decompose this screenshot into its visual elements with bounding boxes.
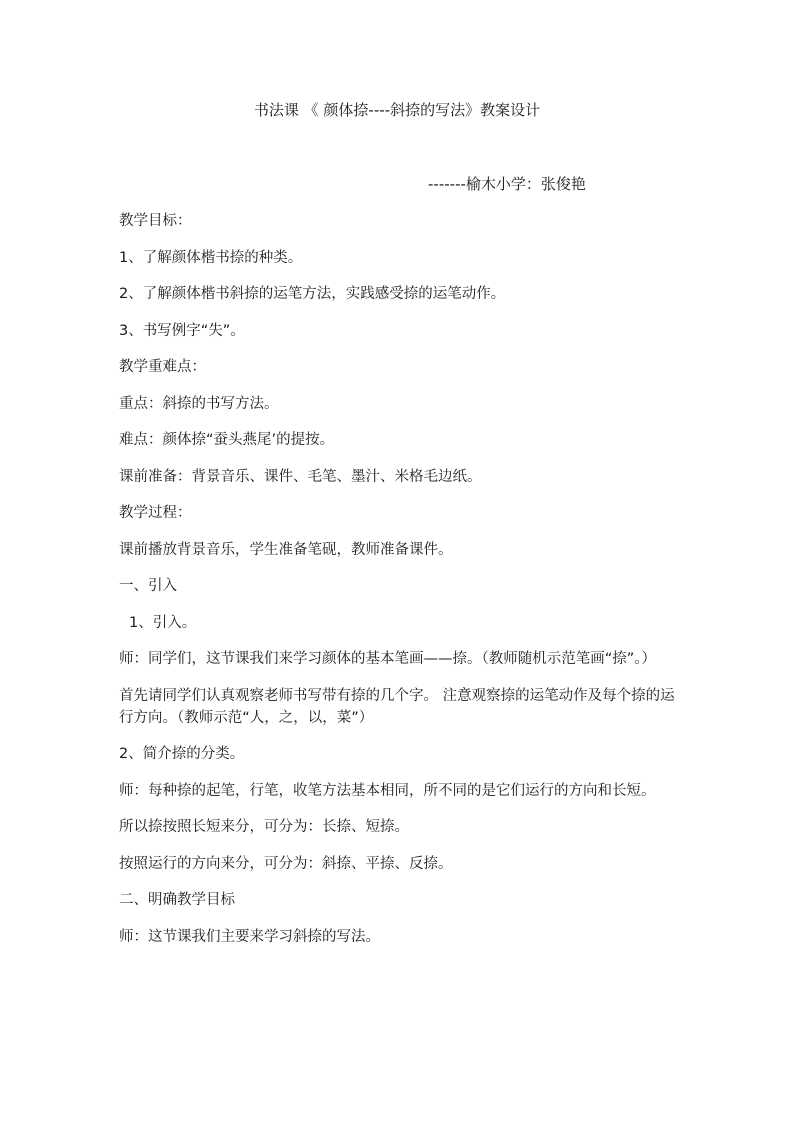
paragraph: 1、引入。 (129, 614, 197, 631)
paragraph: 2、简介捺的分类。 (119, 746, 245, 762)
section-heading-objectives: 教学目标： (119, 213, 192, 229)
paragraph: 1、了解颜体楷书捺的种类。 (119, 249, 303, 266)
document-title: 书法课 《 颜体捺----斜捺的写法》教案设计 (253, 101, 541, 119)
section-heading-goals: 二、明确教学目标 (119, 892, 235, 908)
document-body (119, 210, 679, 962)
section-heading-key-points: 教学重难点： (119, 359, 206, 375)
paragraph: 师：这节课我们主要来学习斜捺的写法。 (119, 928, 380, 945)
paragraph: 师：每种捺的起笔，行笔，收笔方法基本相同，所不同的是它们运行的方向和长短。 (119, 782, 656, 799)
paragraph: 课前准备：背景音乐、课件、毛笔、墨汁、米格毛边纸。 (119, 468, 482, 485)
paragraph: 按照运行的方向来分，可分为：斜捺、平捺、反捺。 (119, 855, 453, 872)
paragraph: 课前播放背景音乐，学生准备笔砚，教师准备课件。 (119, 541, 453, 558)
section-heading-intro: 一、引入 (119, 578, 177, 594)
author-line: -------榆木小学：张俊艳 (428, 175, 586, 193)
paragraph: 首先请同学们认真观察老师书写带有捺的几个字。 注意观察捺的运笔动作及每个捺的运行方向。（教师示范“人，之，以，菜”） (119, 687, 675, 726)
paragraph: 重点：斜捺的书写方法。 (119, 395, 279, 412)
paragraph: 所以捺按照长短来分，可分为：长捺、短捺。 (119, 819, 409, 835)
section-heading-process: 教学过程： (119, 505, 192, 521)
paragraph: 难点：颜体捺“蚕头燕尾’的提按。 (119, 432, 335, 448)
paragraph: 2、了解颜体楷书斜捺的运笔方法，实践感受捺的运笔动作。 (119, 286, 506, 302)
paragraph: 3、书写例字“失”。 (119, 322, 245, 339)
paragraph: 师：同学们，这节课我们来学习颜体的基本笔画——捺。（教师随机示范笔画“捺”。） (119, 651, 657, 667)
